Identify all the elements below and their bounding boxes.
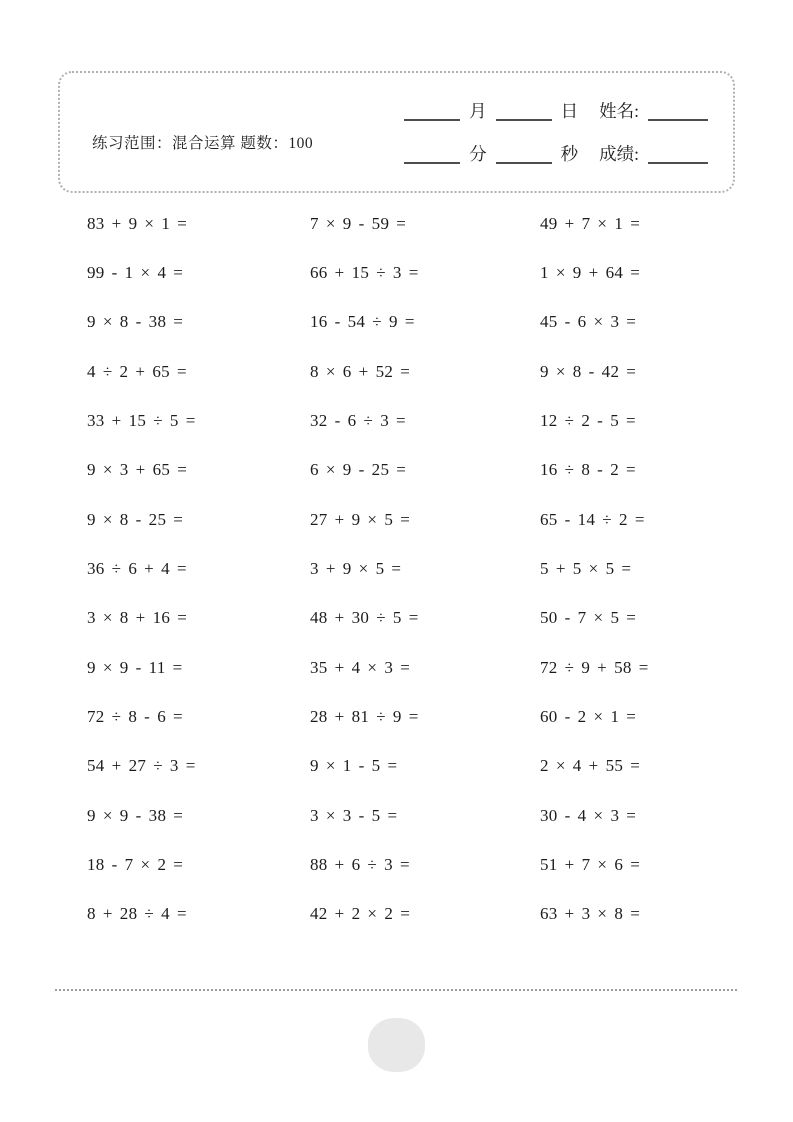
- problem-item: 50 - 7 × 5 =: [540, 608, 637, 628]
- practice-scope-label: 练习范围：混合运算 题数：100: [92, 135, 314, 152]
- problem-item: 1 × 9 + 64 =: [540, 263, 641, 283]
- cut-line-separator: [55, 989, 737, 991]
- score-label: 成绩:: [599, 143, 639, 164]
- problem-item: 45 - 6 × 3 =: [540, 312, 637, 332]
- problem-item: 16 - 54 ÷ 9 =: [310, 312, 415, 332]
- header-fill-in-area: [404, 95, 708, 164]
- problem-item: 48 + 30 ÷ 5 =: [310, 608, 419, 628]
- problem-item: 99 - 1 × 4 =: [87, 263, 184, 283]
- problem-item: 9 × 9 - 11 =: [87, 657, 183, 677]
- problem-row: [87, 396, 737, 445]
- problem-item: 9 × 8 - 42 =: [540, 361, 637, 381]
- problem-row: [87, 544, 737, 593]
- minute-blank-line: [404, 143, 460, 164]
- problem-item: 9 × 8 - 38 =: [87, 312, 184, 332]
- problem-item: 51 + 7 × 6 =: [540, 855, 641, 875]
- problem-item: 9 × 9 - 38 =: [87, 805, 184, 825]
- problem-item: 6 × 9 - 25 =: [310, 460, 407, 480]
- problem-row: [87, 692, 737, 741]
- second-label: 秒: [560, 143, 579, 164]
- problem-row: [87, 890, 737, 939]
- problem-item: 36 ÷ 6 + 4 =: [87, 559, 187, 579]
- footer-blob: [368, 1018, 425, 1072]
- problem-item: 3 × 3 - 5 =: [310, 805, 398, 825]
- problem-item: 9 × 1 - 5 =: [310, 756, 398, 776]
- problem-item: 27 + 9 × 5 =: [310, 509, 411, 529]
- problem-item: 72 ÷ 8 - 6 =: [87, 707, 183, 727]
- problem-row: [87, 446, 737, 495]
- second-blank-line: [496, 143, 552, 164]
- problem-item: 65 - 14 ÷ 2 =: [540, 509, 645, 529]
- problems-grid: [87, 199, 737, 939]
- problem-item: 35 + 4 × 3 =: [310, 657, 411, 677]
- problem-item: 83 + 9 × 1 =: [87, 213, 188, 233]
- time-score-line: [404, 138, 708, 164]
- problem-item: 3 × 8 + 16 =: [87, 608, 188, 628]
- date-name-line: [404, 95, 708, 121]
- problem-row: [87, 495, 737, 544]
- problem-row: [87, 742, 737, 791]
- problem-row: [87, 347, 737, 396]
- problem-item: 60 - 2 × 1 =: [540, 707, 637, 727]
- problem-row: [87, 594, 737, 643]
- problem-row: [87, 643, 737, 692]
- problem-row: [87, 791, 737, 840]
- problem-item: 18 - 7 × 2 =: [87, 855, 184, 875]
- problem-row: [87, 199, 737, 248]
- day-blank-line: [496, 100, 552, 121]
- problem-item: 4 ÷ 2 + 65 =: [87, 361, 187, 381]
- problem-row: [87, 248, 737, 297]
- problem-item: 16 ÷ 8 - 2 =: [540, 460, 636, 480]
- name-blank-line: [648, 100, 708, 121]
- problem-item: 32 - 6 ÷ 3 =: [310, 411, 406, 431]
- month-label: 月: [469, 100, 487, 121]
- problem-item: 9 × 3 + 65 =: [87, 460, 188, 480]
- problem-item: 33 + 15 ÷ 5 =: [87, 411, 196, 431]
- problem-item: 63 + 3 × 8 =: [540, 904, 641, 924]
- problem-item: 12 ÷ 2 - 5 =: [540, 411, 636, 431]
- problem-item: 28 + 81 ÷ 9 =: [310, 707, 419, 727]
- problem-item: 30 - 4 × 3 =: [540, 805, 637, 825]
- problem-item: 8 + 28 ÷ 4 =: [87, 904, 187, 924]
- minute-label: 分: [469, 143, 487, 164]
- problem-item: 3 + 9 × 5 =: [310, 559, 402, 579]
- score-blank-line: [648, 143, 708, 164]
- problem-item: 88 + 6 ÷ 3 =: [310, 855, 410, 875]
- problem-item: 7 × 9 - 59 =: [310, 213, 407, 233]
- problem-item: 49 + 7 × 1 =: [540, 213, 641, 233]
- problem-item: 72 ÷ 9 + 58 =: [540, 657, 649, 677]
- problem-row: [87, 298, 737, 347]
- problem-item: 5 + 5 × 5 =: [540, 559, 632, 579]
- problem-item: 42 + 2 × 2 =: [310, 904, 411, 924]
- problem-row: [87, 840, 737, 889]
- problem-item: 54 + 27 ÷ 3 =: [87, 756, 196, 776]
- problem-item: 8 × 6 + 52 =: [310, 361, 411, 381]
- problem-item: 66 + 15 ÷ 3 =: [310, 263, 419, 283]
- name-label: 姓名:: [599, 100, 639, 121]
- problem-item: 2 × 4 + 55 =: [540, 756, 641, 776]
- day-label: 日: [560, 100, 579, 121]
- problem-item: 9 × 8 - 25 =: [87, 509, 184, 529]
- month-blank-line: [404, 100, 460, 121]
- worksheet-header-box: [58, 71, 735, 193]
